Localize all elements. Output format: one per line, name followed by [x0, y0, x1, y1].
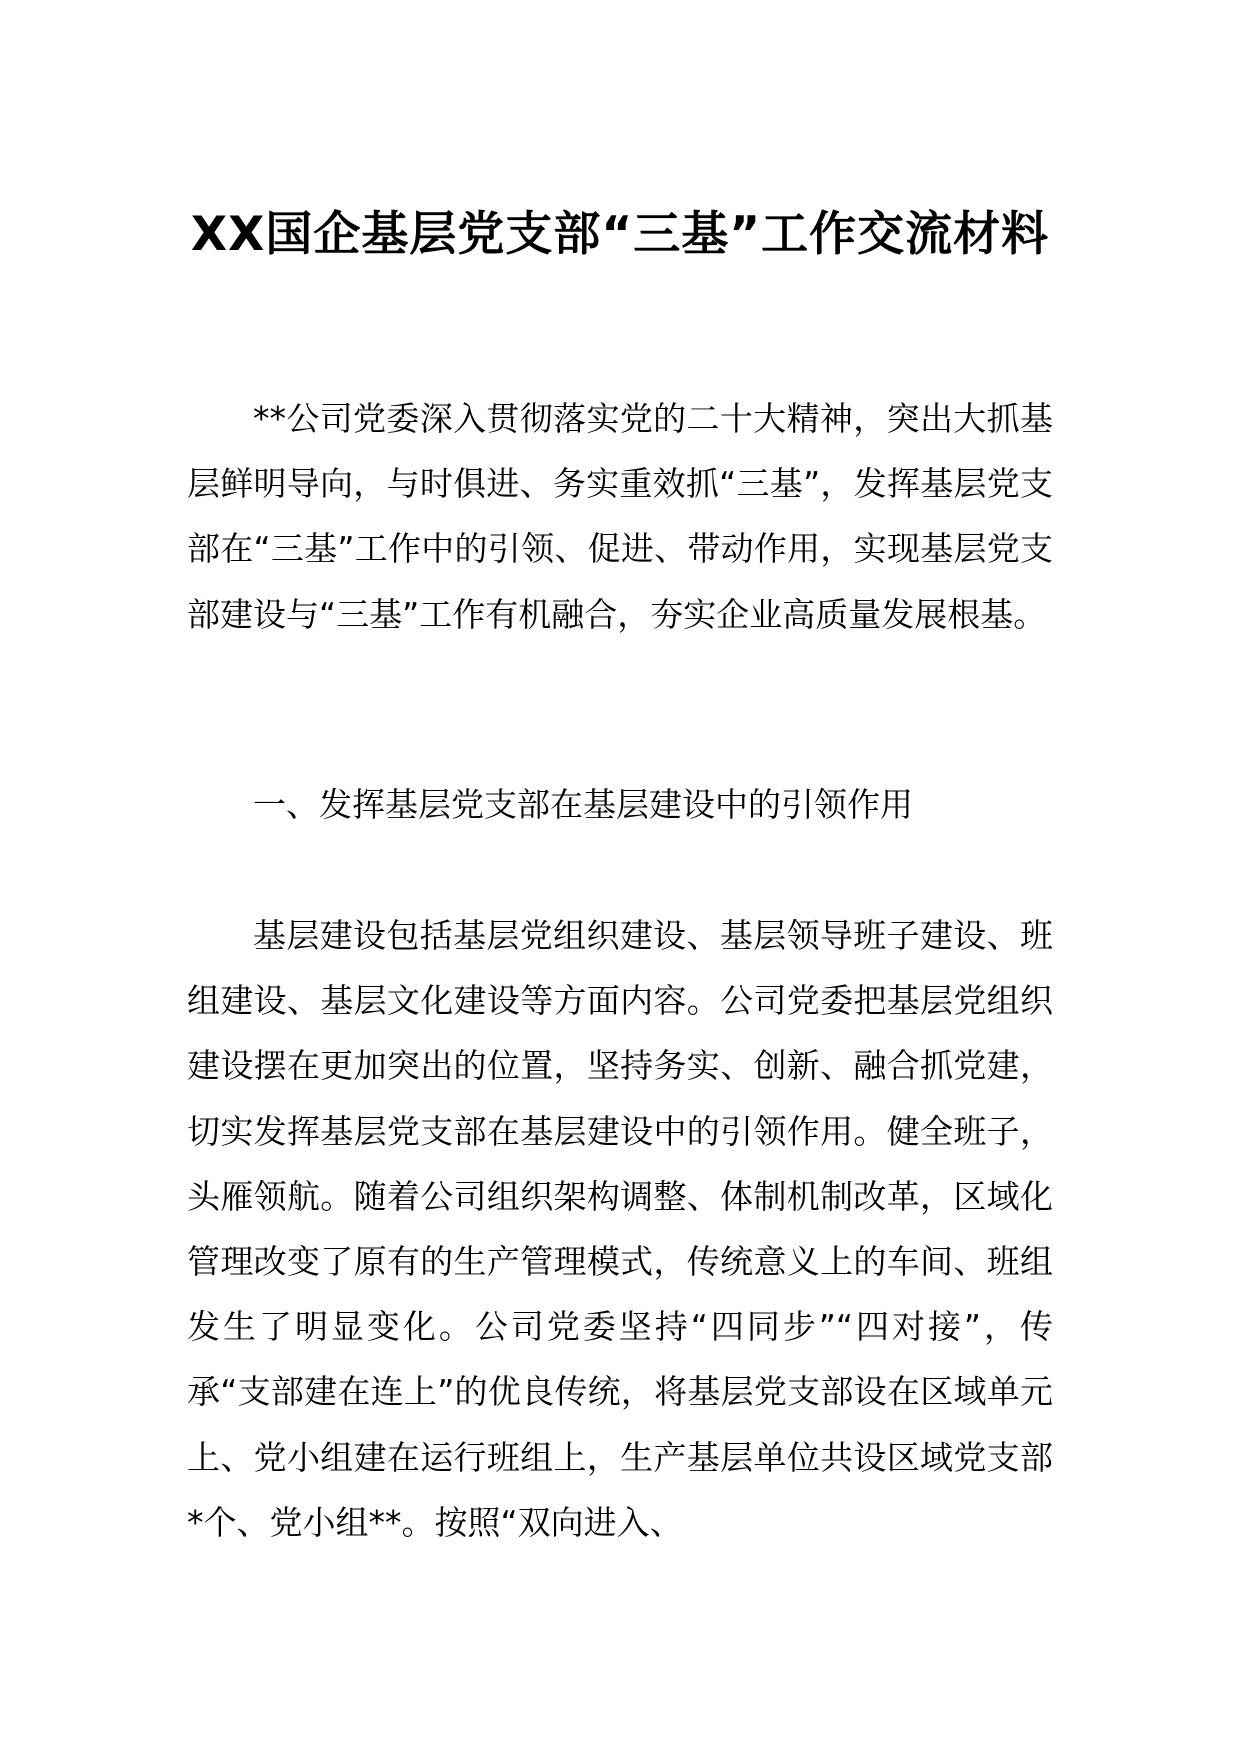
- intro-paragraph: **公司党委深入贯彻落实党的二十大精神，突出大抓基层鲜明导向，与时俱进、务实重效抓“三基”，发挥基层党支部在“三基”工作中的引领、促进、带动作用，实现基层党支部建设与“三基”工作有机融合，夯实企业高质量发展根基。: [187, 399, 1053, 634]
- document-title: XX国企基层党支部“三基”工作交流材料: [190, 207, 1050, 262]
- body-paragraph: 基层建设包括基层党组织建设、基层领导班子建设、班组建设、基层文化建设等方面内容。公司党委把基层党组织建设摆在更加突出的位置，坚持务实、创新、融合抓党建，切实发挥基层党支部在基层建设中的引领作用。健全班子，头雁领航。随着公司组织架构调整、体制机制改革，区域化管理改变了原有的生产管理模式，传统意义上的车间、班组发生了明显变化。公司党委坚持“四同步”“四对接”，传承“支部建在连上”的优良传统，将基层党支部设在区域单元上、党小组建在运行班组上，生产基层单位共设区域党支部*个、党小组**。按照“双向进入、: [187, 916, 1053, 1542]
- section-heading-1: 一、发挥基层党支部在基层建设中的引领作用: [253, 785, 913, 824]
